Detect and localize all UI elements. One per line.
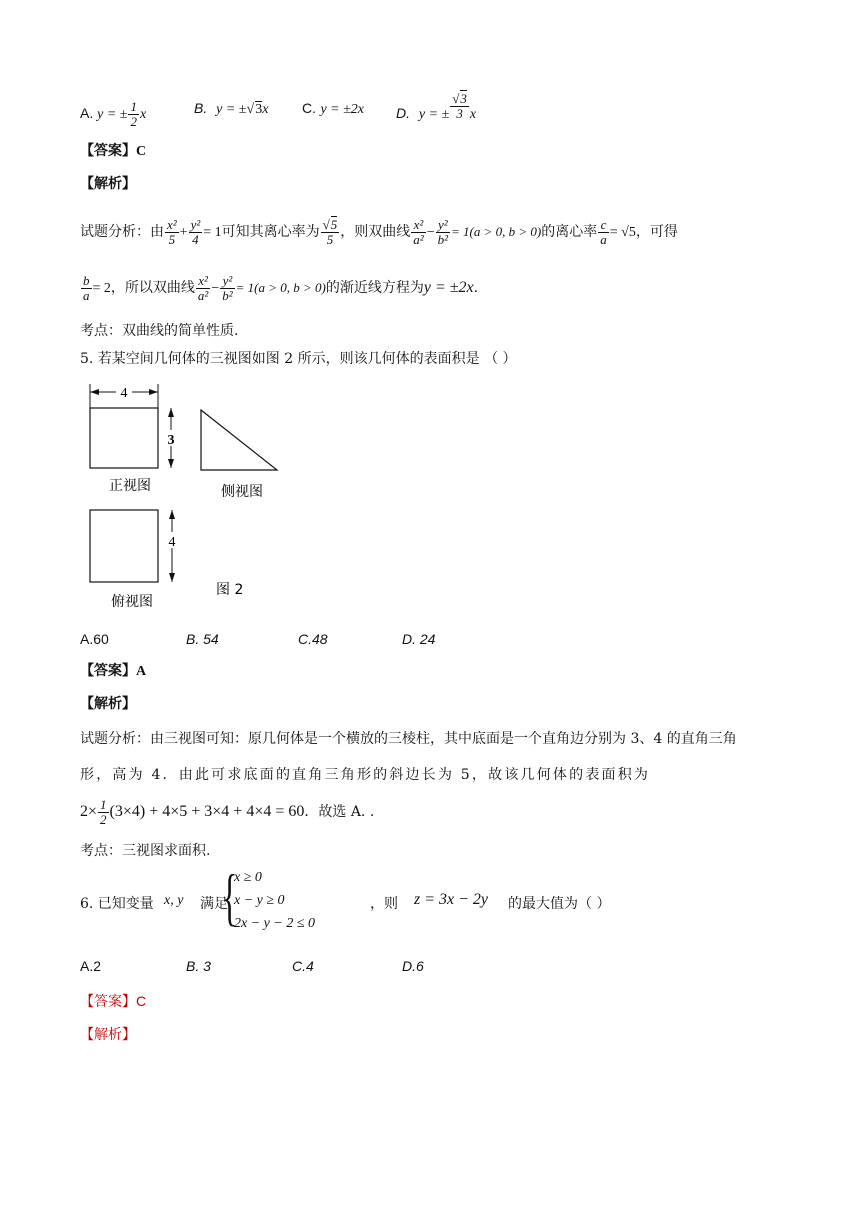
- q5-option-c: C.48: [298, 631, 328, 647]
- q5-option-d: D. 24: [402, 631, 436, 647]
- constraint-2: x − y ≥ 0: [234, 893, 285, 908]
- q5-stem: 5. 若某空间几何体的三视图如图 2 所示，则该几何体的表面积是 （ ）: [80, 351, 517, 367]
- constraint-3: 2x − y − 2 ≤ 0: [234, 916, 316, 931]
- front-height-label: 3: [167, 433, 175, 448]
- q4-analysis-heading: 【解析】: [80, 176, 136, 192]
- q4-option-c: C. y = ±2x: [302, 100, 365, 117]
- q6-option-d: D.6: [402, 958, 424, 974]
- q5-option-a: A.60: [80, 631, 109, 647]
- fraction: $\frac{1}{2}$: [130, 99, 137, 129]
- system-brace: {: [222, 861, 238, 932]
- q4-analysis-line2: $\frac{b}{a}$ = 2，所以双曲线 $\frac{\text{x²}}{\text{a²}}$ − $\frac{\text{y²}}{\text{b²}}$ = 1(a > 0, b > 0)的渐近线方程为y = ±2x.: [83, 272, 479, 303]
- q5-analysis-line1: 试题分析：由三视图可知：原几何体是一个横放的三棱柱，其中底面是一个直角边分别为 3、4 的直角三角: [80, 731, 737, 747]
- q6-option-b: B. 3: [186, 958, 211, 974]
- q6-option-a: A.2: [80, 958, 102, 974]
- q6-option-c: C.4: [292, 958, 314, 974]
- q5-analysis-heading: 【解析】: [80, 696, 136, 712]
- q4-analysis-line1: 试题分析：由 $\frac{\text{x²}}{5}$ + $\frac{\text{y²}}{4}$ = 1可知其离心率为 $\frac{√5}{5}$ ，则双曲线 $\frac{\text{x²}}{\text{a²}}$ − $\frac{\text{y²}}{\text{b²}}$ = 1(a > 0, b > 0)的离心率 $\frac{c}{a}$ = √5，可得: [80, 216, 678, 247]
- q5-answer: 【答案】A: [80, 663, 147, 679]
- constraint-1: x ≥ 0: [234, 870, 262, 885]
- three-view-figure: [82, 380, 292, 620]
- figure-caption: 图 2: [216, 582, 244, 598]
- q4-answer: 【答案】C: [80, 143, 147, 159]
- front-view-label: 正视图: [109, 478, 151, 494]
- fraction: $\frac{√3}{3}$: [452, 91, 467, 121]
- front-width-label: 4: [120, 386, 128, 401]
- top-view-label: 俯视图: [111, 594, 153, 610]
- top-height-label: 4: [168, 535, 176, 550]
- top-view-rect: [90, 510, 158, 582]
- q5-option-b: B. 54: [186, 631, 219, 647]
- side-view-label: 侧视图: [221, 484, 263, 500]
- q5-formula-line: 2× $\frac{1}{2}$ (3×4) + 4×5 + 3×4 + 4×4 = 60．故选 A. .: [80, 796, 375, 827]
- side-view-triangle: [201, 410, 277, 470]
- front-view-rect: [90, 408, 158, 468]
- q4-option-d: D. y = ± $\frac{√3}{3}$ x: [396, 91, 477, 123]
- q4-option-a: A. y = ± $\frac{1}{2}$ x: [80, 99, 147, 129]
- q6-answer: 【答案】C: [80, 993, 147, 1010]
- q5-kaodian: 考点：三视图求面积.: [80, 843, 211, 859]
- q4-option-b: B. y = ±√3x: [194, 100, 269, 117]
- q4-kaodian: 考点：双曲线的简单性质.: [80, 323, 239, 339]
- q6-analysis-heading: 【解析】: [80, 1027, 136, 1043]
- q5-analysis-line2: 形，高为 4．由此可求底面的直角三角形的斜边长为 5，故该几何体的表面积为: [80, 767, 651, 783]
